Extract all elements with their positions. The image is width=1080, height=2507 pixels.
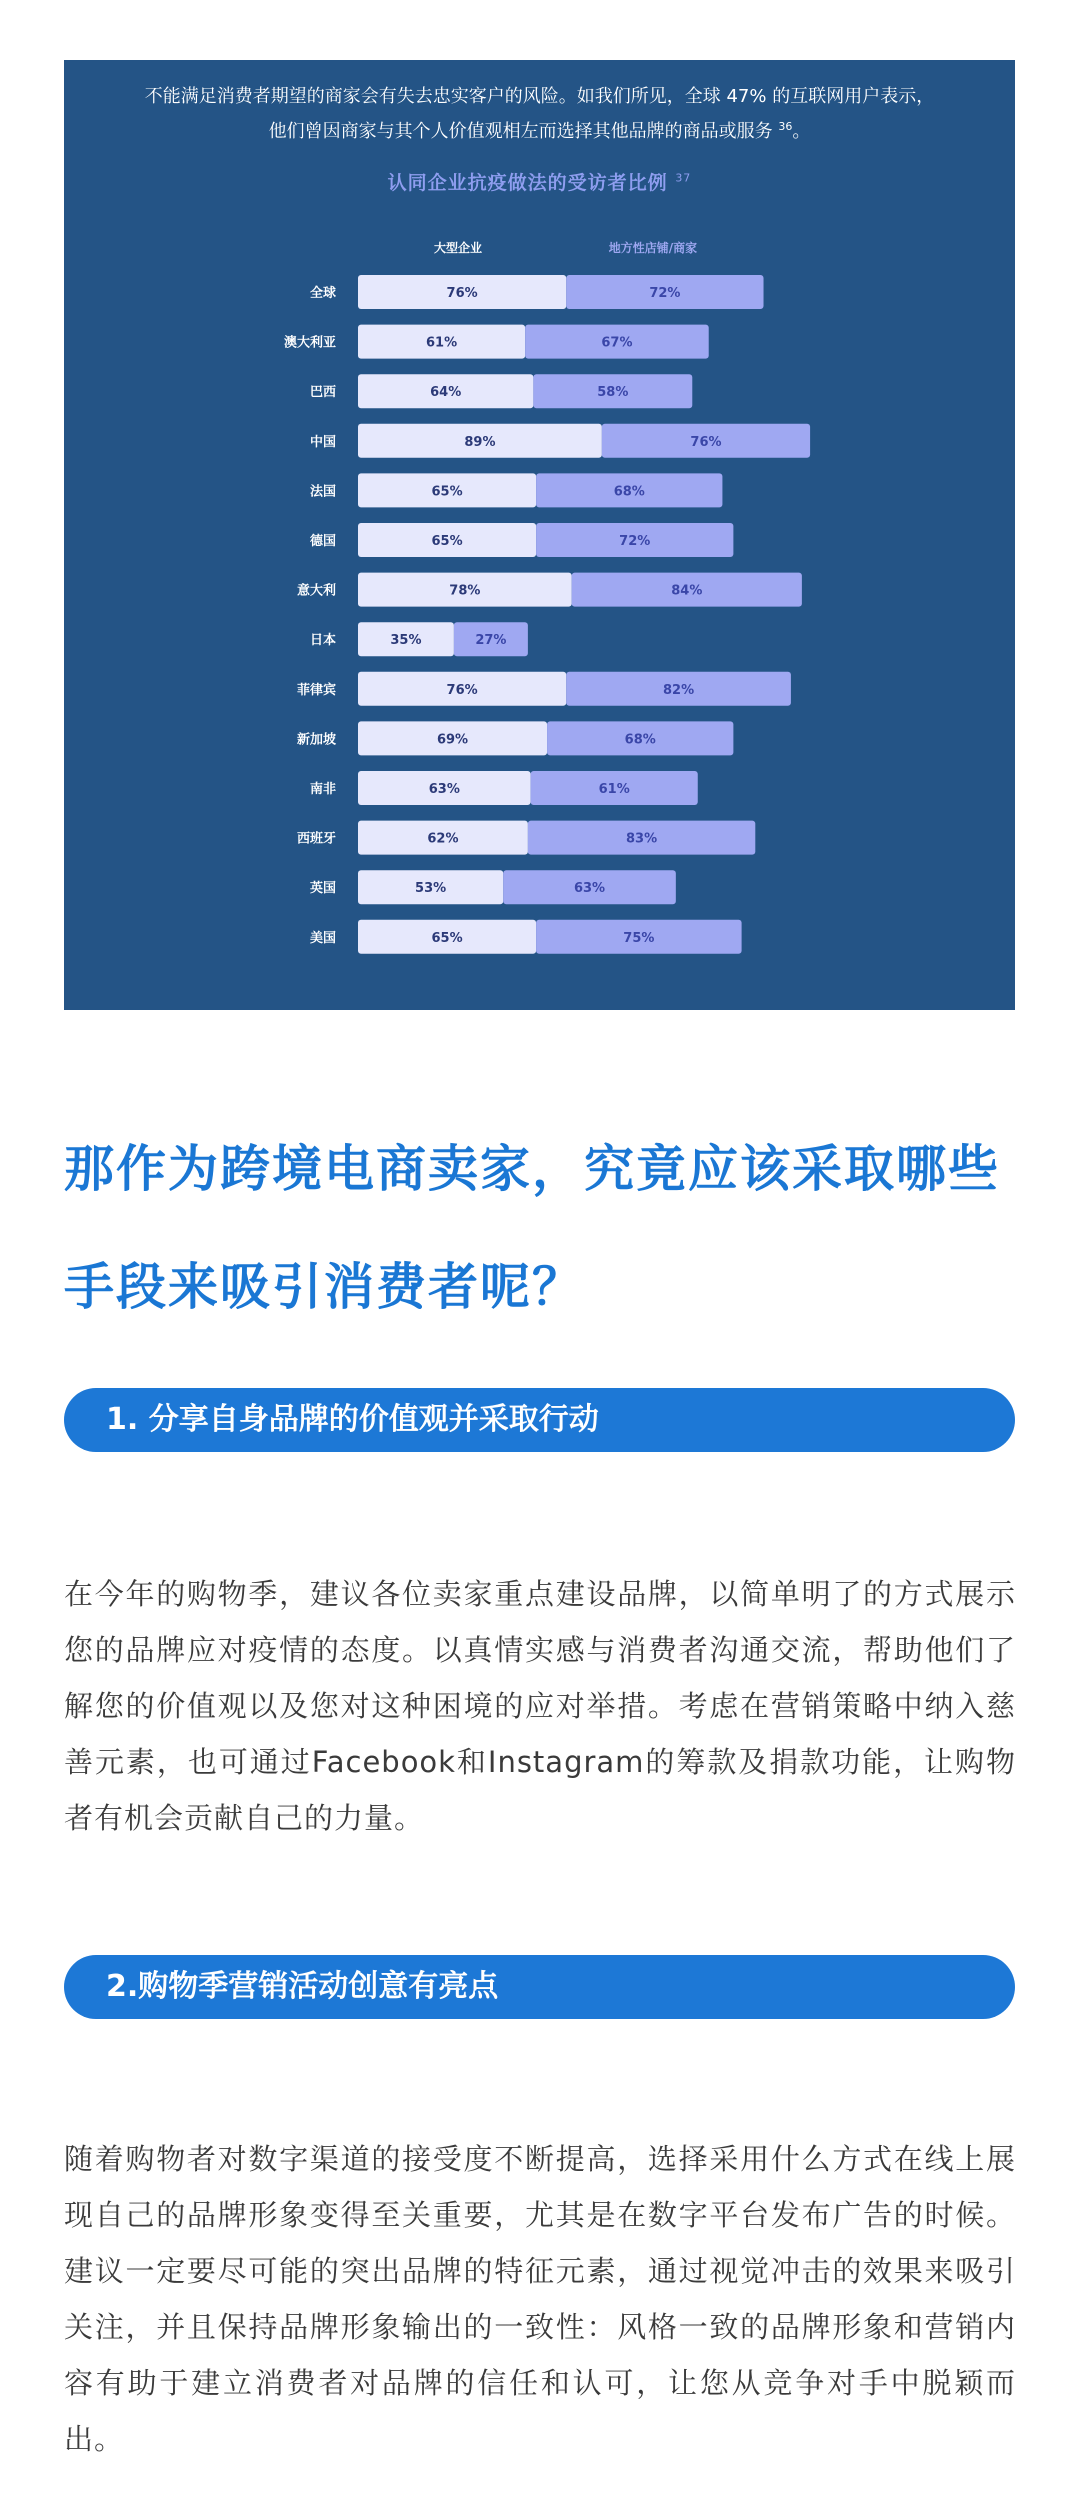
intro-footnote: 36 [778,120,793,133]
category-label: 南非 [309,782,336,797]
data-label: 72% [619,534,651,549]
intro-body: 不能满足消费者期望的商家会有失去忠实客户的风险。如我们所见，全球 47% 的互联网用户表示，他们曾因商家与其个人价值观相左而选择其他品牌的商品或服务 [144,86,935,142]
section-2-body: 随着购物者对数字渠道的接受度不断提高，选择采用什么方式在线上展现自己的品牌形象变得至关重要，尤其是在数字平台发布广告的时候。建议一定要尽可能的突出品牌的特征元素，通过视觉冲击的效果来吸引关注，并且保持品牌形象输出的一致性：风格一致的品牌形象和营销内容有助于建立消费者对品牌的信任和认可，让您从竞争对手中脱颖而出。 [64,2142,1016,2456]
data-label: 69% [436,732,469,748]
data-label: 65% [431,930,463,946]
data-label: 61% [598,782,630,797]
data-label: 62% [427,831,459,847]
category-label: 意大利 [296,583,336,599]
category-label: 新加坡 [296,732,336,748]
data-label: 76% [690,434,722,450]
data-label: 76% [446,682,478,698]
category-label: 法国 [309,484,336,500]
data-label: 35% [390,633,422,649]
category-label: 澳大利亚 [283,335,336,351]
category-label: 巴西 [309,385,336,401]
category-label: 日本 [309,633,336,649]
data-label: 72% [649,286,681,301]
section-1-heading: 1. 分享自身品牌的价值观并采取行动 [64,1388,1015,1452]
data-label: 27% [475,633,507,649]
legend-label: 地方性店铺/商家 [608,241,698,255]
data-label: 68% [624,732,656,748]
data-label: 58% [597,385,629,401]
data-label: 84% [671,583,703,599]
category-label: 全球 [309,286,336,301]
chart-title-text: 认同企业抗疫做法的受访者比例 [387,172,668,194]
data-label: 83% [626,831,658,847]
data-label: 64% [430,385,462,401]
category-label: 美国 [309,930,336,946]
data-label: 63% [573,881,606,897]
category-label: 菲律宾 [296,682,336,698]
data-label: 76% [446,286,478,301]
category-label: 德国 [309,534,336,549]
data-label: 65% [431,534,463,549]
data-label: 75% [623,930,655,946]
category-label: 英国 [309,881,336,897]
bar-chart [64,60,1015,1010]
category-label: 中国 [309,434,336,450]
legend-label: 大型企业 [433,241,483,255]
data-label: 63% [428,782,460,797]
data-label: 78% [449,583,481,599]
chart-footnote: 37 [675,171,692,185]
data-label: 65% [431,484,463,500]
data-label: 82% [663,682,695,698]
section-2-heading: 2.购物季营销活动创意有亮点 [64,1955,1015,2019]
data-label: 89% [464,434,496,450]
intro-end: 。 [792,121,811,142]
data-label: 68% [613,484,645,500]
section-1-body: 在今年的购物季，建议各位卖家重点建设品牌，以简单明了的方式展示您的品牌应对疫情的态度。以真情实感与消费者沟通交流，帮助他们了解您的价值观以及您对这种困境的应对举措。考虑在营销策略中纳入慈善元素，也可通过Facebook和Instagram的筹款及捐款功能，让购物者有机会贡献自己的力量。 [64,1577,1016,1835]
data-label: 53% [415,881,447,897]
infographic-panel [64,60,1015,1010]
data-label: 67% [601,335,633,351]
article-headline: 那作为跨境电商卖家，究竟应该采取哪些手段来吸引消费者呢？ [64,1140,1000,1316]
category-label: 西班牙 [296,831,336,847]
data-label: 61% [426,335,458,351]
